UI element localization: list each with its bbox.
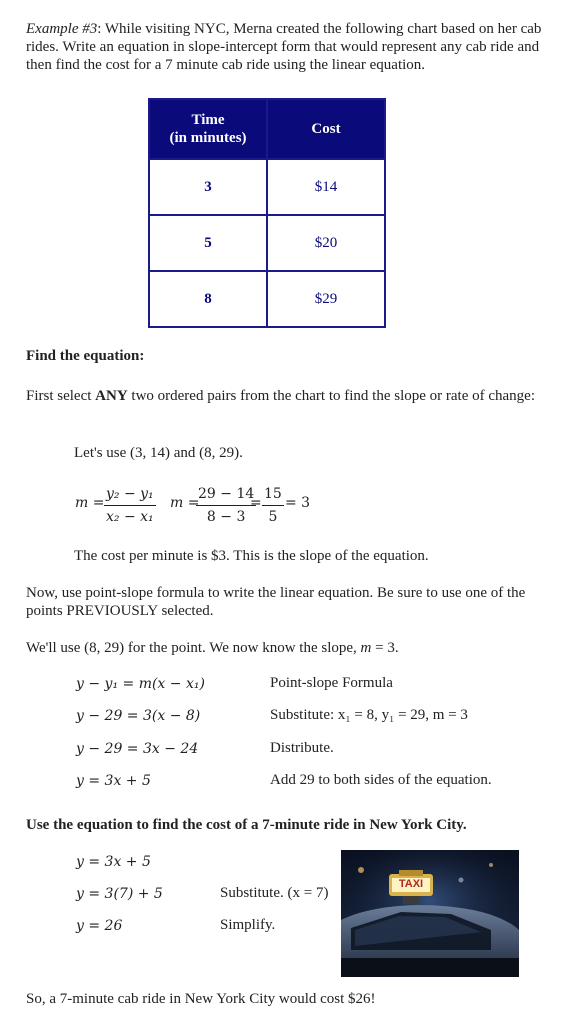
step-description: Distribute. bbox=[270, 740, 334, 756]
calc-description: Simplify. bbox=[220, 917, 276, 933]
table-row bbox=[149, 271, 385, 327]
step-description: Point-slope Formula bbox=[270, 675, 393, 691]
cost-per-minute-text: The cost per minute is $3. This is the slope of the equation. bbox=[74, 548, 429, 564]
taxi-sign-text: TAXI bbox=[398, 878, 424, 890]
cost-cell: $29 bbox=[267, 271, 385, 327]
slope-result: = 3 bbox=[285, 495, 311, 511]
slope-equals: = bbox=[250, 495, 262, 511]
step-description: Add 29 to both sides of the equation. bbox=[270, 772, 492, 788]
time-cell: 3 bbox=[149, 159, 267, 215]
slope-simplified-fraction: $\frac{15}{5}$ bbox=[264, 486, 282, 525]
calc-description: Substitute. (x = 7) bbox=[220, 885, 329, 901]
calc-equation: y = 3x + 5 bbox=[76, 854, 151, 870]
table-row bbox=[149, 215, 385, 271]
cab-ride-table bbox=[148, 98, 386, 328]
select-pairs-text: First select ANY two ordered pairs from the chart to find the slope or rate of change: bbox=[26, 388, 536, 404]
step-equation: y = 3x + 5 bbox=[76, 773, 151, 789]
calc-equation: y = 26 bbox=[76, 918, 123, 934]
conclusion-text: So, a 7-minute cab ride in New York City would cost $26! bbox=[26, 991, 376, 1007]
cost-cell: $20 bbox=[267, 215, 385, 271]
header-time: Time (in minutes) bbox=[149, 99, 267, 159]
slope-m-label: m = bbox=[75, 495, 105, 511]
taxi-photo bbox=[341, 850, 519, 977]
cost-cell: $14 bbox=[267, 159, 385, 215]
use-equation-heading: Use the equation to find the cost of a 7-minute ride in New York City. bbox=[26, 817, 467, 833]
table-header-row bbox=[149, 99, 385, 159]
calc-equation: y = 3(7) + 5 bbox=[76, 886, 163, 902]
step-equation: y − y₁ = m(x − x₁) bbox=[76, 676, 205, 692]
step-description: Substitute: x₁ = 8, y₁ = 29, m = 3 bbox=[270, 707, 468, 723]
lets-use-text: Let's use (3, 14) and (8, 29). bbox=[74, 445, 243, 461]
step-equation: y − 29 = 3x − 24 bbox=[76, 741, 199, 757]
time-cell: 8 bbox=[149, 271, 267, 327]
find-equation-heading: Find the equation: bbox=[26, 348, 145, 364]
well-use-text: We'll use (8, 29) for the point. We now know the slope, m = 3. bbox=[26, 640, 399, 656]
slope-m-label-2: m = bbox=[170, 495, 200, 511]
slope-general-fraction: $\frac{\text{y₂ − y₁}}{\text{x₂ − x₁}}$ bbox=[106, 486, 154, 525]
header-cost: Cost bbox=[267, 99, 385, 159]
point-slope-intro: Now, use point-slope formula to write the linear equation. Be sure to use one of the points PREVIOUSLY selected. bbox=[26, 585, 526, 619]
example-intro bbox=[26, 20, 566, 74]
example-text: : While visiting NYC, Merna created the following chart based on her cab rides. Write an equation in slope-intercept form that would represent any cab ride and then find the cost for a 7 minute cab ride using the linear equation. bbox=[26, 21, 542, 73]
table-row bbox=[149, 159, 385, 215]
example-label: Example #3 bbox=[26, 21, 98, 37]
slope-substituted-fraction: $\frac{29 - 14}{8 - 3}$ bbox=[198, 486, 255, 525]
time-cell: 5 bbox=[149, 215, 267, 271]
step-equation: y − 29 = 3(x − 8) bbox=[76, 708, 201, 724]
